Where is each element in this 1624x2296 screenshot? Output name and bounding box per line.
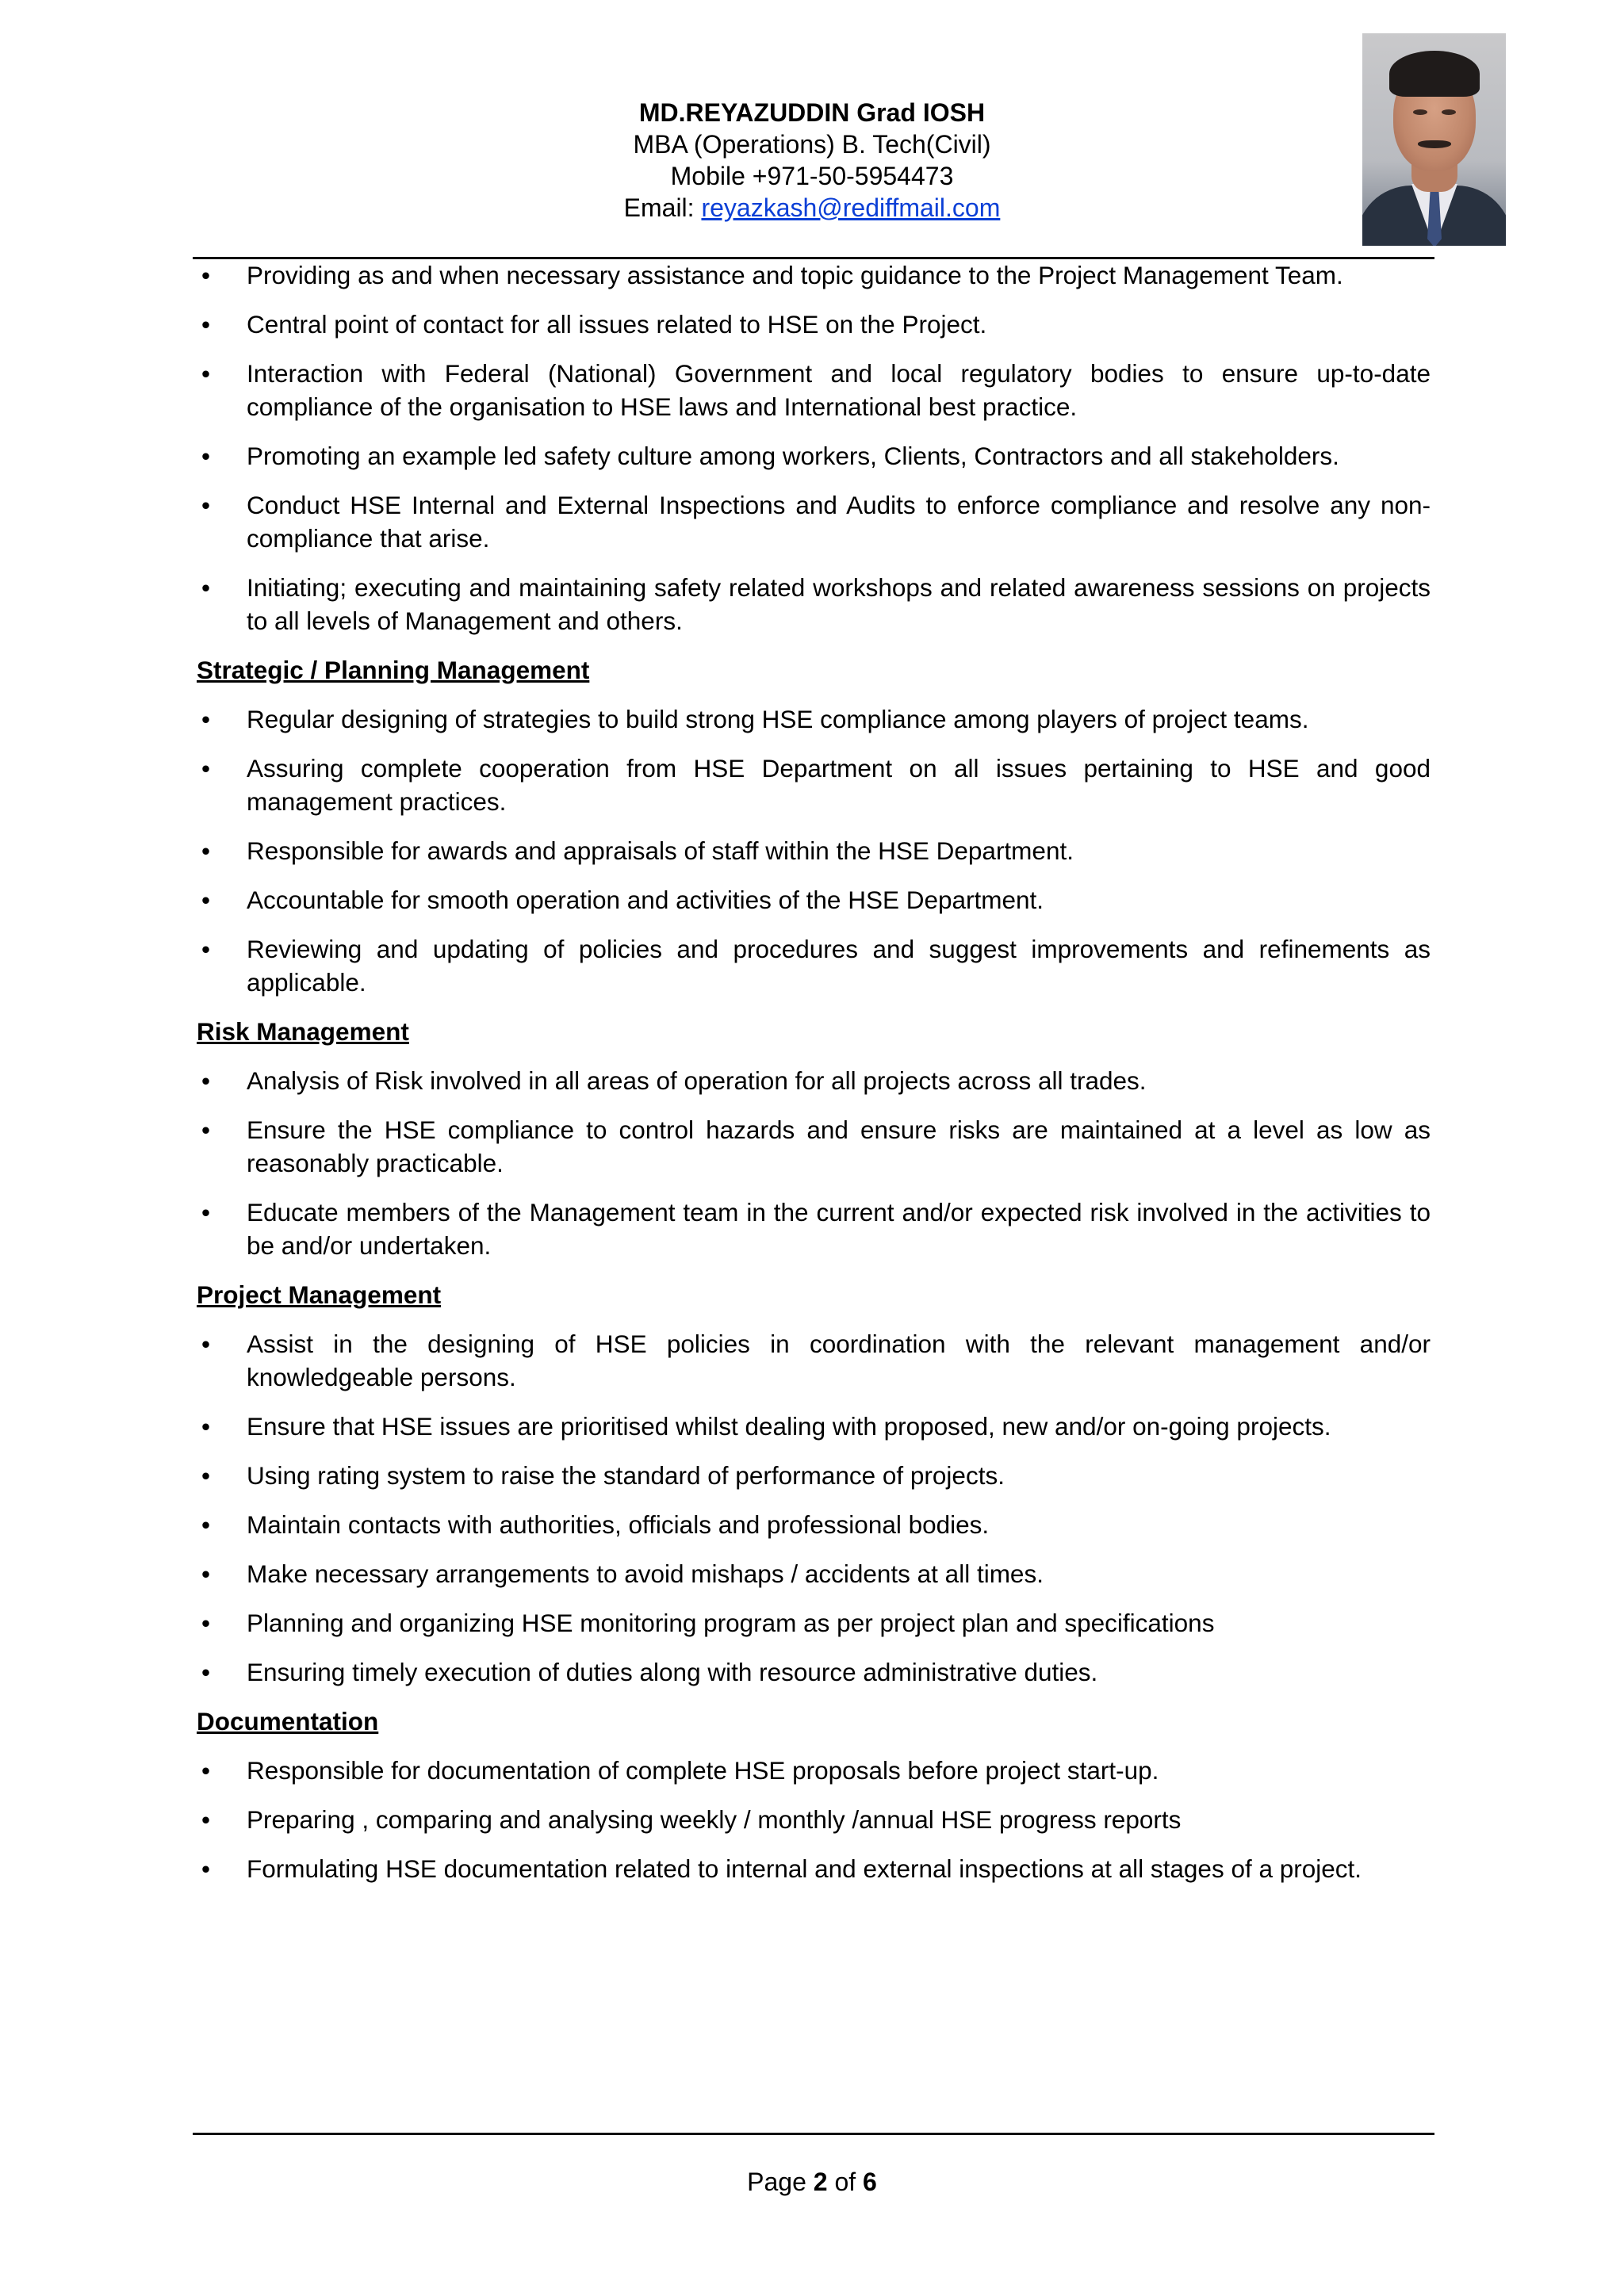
bullet-icon: •: [201, 1198, 211, 1226]
resume-body: [197, 258, 1431, 1901]
bullet-icon: •: [201, 1412, 211, 1441]
bullet-item: [197, 439, 1431, 473]
footer-divider: [193, 2133, 1434, 2135]
bullet-text: Ensuring timely execution of duties along with resource administrative duties.: [247, 1658, 1098, 1686]
bullet-item: [197, 308, 1431, 341]
bullet-item: [197, 1508, 1431, 1541]
page-of-label: of: [827, 2168, 864, 2196]
bullet-item: [197, 1327, 1431, 1394]
bullet-icon: •: [201, 1115, 211, 1144]
bullet-text: Accountable for smooth operation and activities of the HSE Department.: [247, 886, 1044, 914]
bullet-icon: •: [201, 935, 211, 963]
bullet-icon: •: [201, 705, 211, 733]
bullet-text: Interaction with Federal (National) Government and local regulatory bodies to ensure up-to-date compliance of the organisation to HSE laws and International best practice.: [247, 359, 1431, 421]
bullet-icon: •: [201, 1330, 211, 1358]
bullet-item: [197, 834, 1431, 867]
bullet-icon: •: [201, 1805, 211, 1834]
section-heading: Risk Management: [197, 1017, 409, 1046]
bullet-icon: •: [201, 1658, 211, 1686]
bullet-icon: •: [201, 1559, 211, 1588]
bullet-icon: •: [201, 1756, 211, 1785]
bullet-text: Regular designing of strategies to build strong HSE compliance among players of project teams.: [247, 705, 1309, 733]
bullet-item: [197, 1557, 1431, 1590]
bullet-item: [197, 1459, 1431, 1492]
bullet-text: Responsible for documentation of complete HSE proposals before project start-up.: [247, 1756, 1159, 1785]
bullet-icon: •: [201, 754, 211, 783]
bullet-item: [197, 752, 1431, 818]
bullet-item: [197, 1196, 1431, 1262]
bullet-item: [197, 702, 1431, 736]
bullet-text: Formulating HSE documentation related to internal and external inspections at all stages of a project.: [247, 1854, 1362, 1883]
bullet-icon: •: [201, 1854, 211, 1883]
page-label: Page: [747, 2168, 814, 2196]
bullet-text: Preparing , comparing and analysing weekly / monthly /annual HSE progress reports: [247, 1805, 1182, 1834]
bullet-text: Reviewing and updating of policies and procedures and suggest improvements and refinements as applicable.: [247, 935, 1431, 997]
bullet-icon: •: [201, 310, 211, 339]
bullet-text: Conduct HSE Internal and External Inspections and Audits to enforce compliance and resolve any non-compliance that arise.: [247, 491, 1431, 553]
bullet-icon: •: [201, 886, 211, 914]
bullet-item: [197, 1655, 1431, 1689]
bullet-icon: •: [201, 1461, 211, 1490]
bullet-icon: •: [201, 1609, 211, 1637]
bullet-item: [197, 571, 1431, 637]
bullet-item: [197, 932, 1431, 999]
bullet-icon: •: [201, 1066, 211, 1095]
bullet-text: Planning and organizing HSE monitoring program as per project plan and specifications: [247, 1609, 1215, 1637]
bullet-text: Assuring complete cooperation from HSE Department on all issues pertaining to HSE and good management practices.: [247, 754, 1431, 816]
bullet-item: [197, 1113, 1431, 1180]
bullet-item: [197, 357, 1431, 423]
bullet-text: Analysis of Risk involved in all areas of operation for all projects across all trades.: [247, 1066, 1147, 1095]
bullet-text: Assist in the designing of HSE policies in coordination with the relevant management and/or knowledgeable persons.: [247, 1330, 1431, 1391]
bullet-icon: •: [201, 1510, 211, 1539]
email-link[interactable]: reyazkash@rediffmail.com: [701, 193, 1001, 222]
page-footer: [0, 2168, 1624, 2197]
section-heading: Project Management: [197, 1280, 442, 1309]
bullet-text: Using rating system to raise the standard of performance of projects.: [247, 1461, 1005, 1490]
section-heading: Documentation: [197, 1707, 379, 1735]
bullet-item: [197, 1803, 1431, 1836]
bullet-icon: •: [201, 836, 211, 865]
bullet-item: [197, 1064, 1431, 1097]
bullet-text: Make necessary arrangements to avoid mishaps / accidents at all times.: [247, 1559, 1044, 1588]
section-heading: Strategic / Planning Management: [197, 656, 590, 684]
bullet-text: Maintain contacts with authorities, officials and professional bodies.: [247, 1510, 990, 1539]
bullet-text: Educate members of the Management team in the current and/or expected risk involved in the activities to be and/or undertaken.: [247, 1198, 1431, 1260]
bullet-text: Central point of contact for all issues related to HSE on the Project.: [247, 310, 987, 339]
bullet-item: [197, 1852, 1431, 1885]
bullet-icon: •: [201, 573, 211, 602]
candidate-name: MD.REYAZUDDIN Grad IOSH: [638, 98, 986, 127]
profile-photo: [1362, 33, 1506, 246]
bullet-icon: •: [201, 359, 211, 388]
bullet-text: Providing as and when necessary assistance and topic guidance to the Project Management Team.: [247, 261, 1343, 289]
bullet-item: [197, 258, 1431, 292]
bullet-icon: •: [201, 491, 211, 519]
bullet-text: Promoting an example led safety culture among workers, Clients, Contractors and all stakeholders.: [247, 442, 1339, 470]
bullet-text: Ensure that HSE issues are prioritised whilst dealing with proposed, new and/or on-going projects.: [247, 1412, 1331, 1441]
bullet-item: [197, 883, 1431, 916]
bullet-icon: •: [201, 442, 211, 470]
email-label: Email:: [623, 193, 702, 222]
page-current: 2: [813, 2168, 828, 2196]
page-total: 6: [863, 2168, 877, 2196]
bullet-text: Ensure the HSE compliance to control hazards and ensure risks are maintained at a level as low as reasonably practicable.: [247, 1115, 1431, 1177]
mobile-number: Mobile +971-50-5954473: [670, 162, 954, 190]
bullet-item: [197, 1754, 1431, 1787]
bullet-text: Responsible for awards and appraisals of staff within the HSE Department.: [247, 836, 1074, 865]
bullet-item: [197, 488, 1431, 555]
qualifications: MBA (Operations) B. Tech(Civil): [633, 130, 991, 159]
bullet-item: [197, 1410, 1431, 1443]
bullet-text: Initiating; executing and maintaining safety related workshops and related awareness sessions on projects to all levels of Management and others.: [247, 573, 1431, 635]
bullet-item: [197, 1606, 1431, 1640]
bullet-icon: •: [201, 261, 211, 289]
